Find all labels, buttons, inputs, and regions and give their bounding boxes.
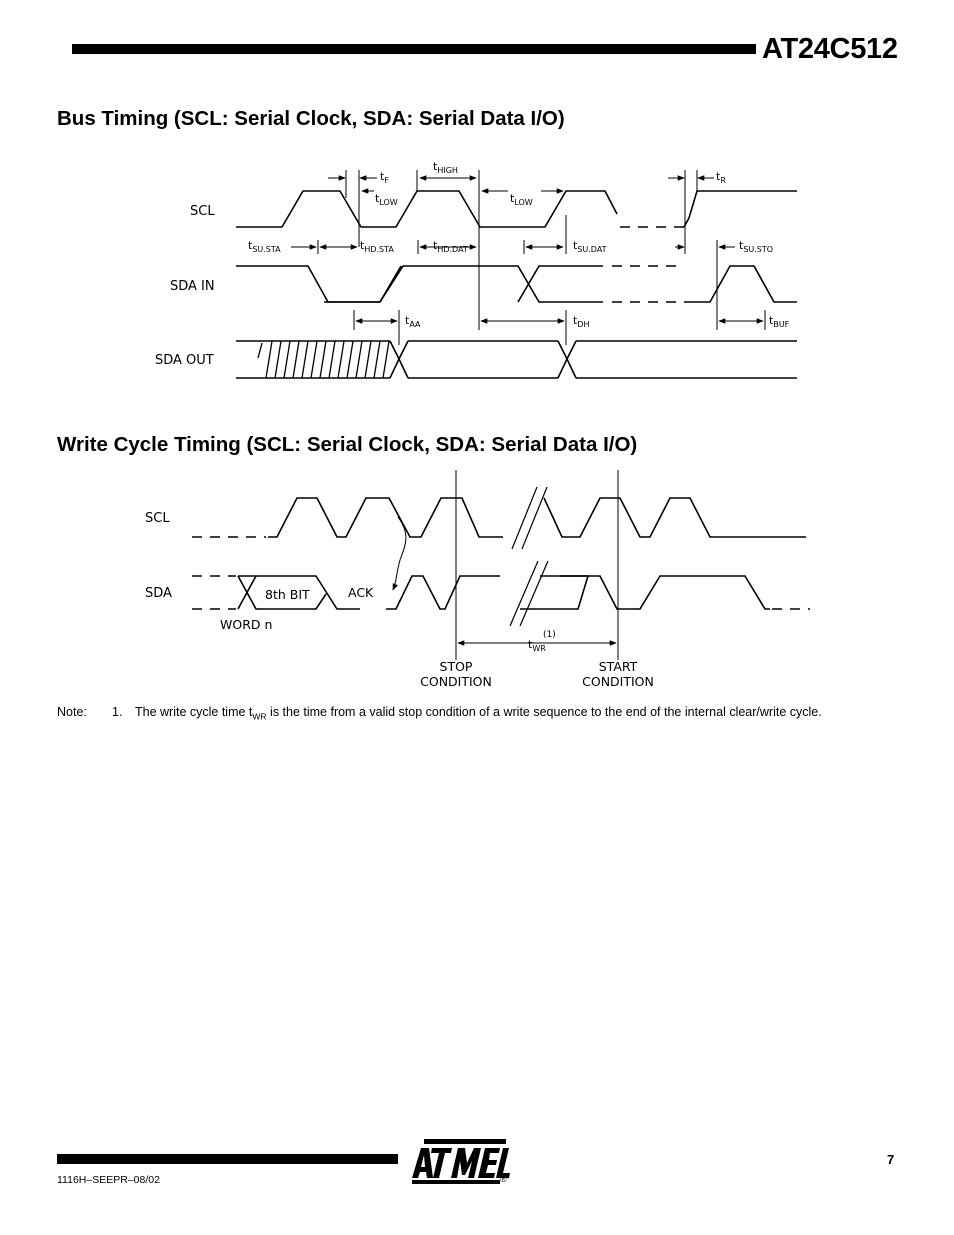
scl-waveform-end [684, 191, 797, 227]
param-tsu-sta: $t_{SU.STA}$ [248, 239, 281, 254]
sda-in-rise [518, 266, 603, 302]
param-thd-sta: $t_{HD.STA}$ [360, 239, 394, 254]
bus-timing-heading: Bus Timing (SCL: Serial Clock, SDA: Serial Data I/O) [57, 107, 565, 130]
bus-sda-out-label: SDA OUT [155, 353, 214, 368]
param-tlow-1: $t_{LOW}$ [375, 192, 398, 207]
note-number: 1. [112, 705, 123, 719]
page-number: 7 [887, 1152, 895, 1167]
wc-sda-label: SDA [145, 586, 172, 601]
param-tsu-dat: $t_{SU.DAT}$ [573, 239, 607, 254]
part-number-title: AT24C512 [762, 33, 898, 65]
param-tdh: $t_{DH}$ [573, 314, 590, 329]
wc-scl-label: SCL [145, 511, 170, 526]
write-cycle-diagram [0, 465, 954, 690]
eighth-bit-label: 8th BIT [265, 587, 310, 602]
param-thigh: $t_{HIGH}$ [433, 160, 458, 175]
param-taa: $t_{AA}$ [405, 314, 421, 329]
stop-condition-label-2: CONDITION [420, 674, 492, 689]
sda-in-low2 [324, 266, 401, 302]
twr-label: $t_{WR}$ [528, 638, 546, 653]
word-n-label: WORD n [220, 617, 273, 632]
sda-in-low [380, 266, 603, 302]
start-condition-label-1: START [598, 659, 638, 674]
param-tbuf: $t_{BUF}$ [769, 314, 790, 329]
param-tr: $t_R$ [716, 170, 726, 185]
atmel-logo [410, 1136, 510, 1186]
twr-footnote-ref: (1) [543, 630, 556, 640]
start-condition-label-2: CONDITION [582, 674, 654, 689]
param-tsu-sto: $t_{SU.STO}$ [739, 239, 774, 254]
footer-rule [57, 1154, 398, 1164]
sda-in-stop [684, 266, 797, 302]
param-tf: $t_F$ [380, 170, 389, 185]
write-cycle-heading: Write Cycle Timing (SCL: Serial Clock, SDA: Serial Data I/O) [57, 433, 638, 456]
wc-sda-ack [386, 576, 500, 609]
wc-scl-waveform-2 [544, 498, 806, 537]
stop-condition-label-1: STOP [439, 659, 473, 674]
param-tlow-2: $t_{LOW}$ [510, 192, 533, 207]
note-text: The write cycle time $t_{WR}$ is the time from a valid stop condition of a write sequence to the end of the internal clear/write cycle. [135, 705, 822, 722]
document-code: 1116H–SEEPR–08/02 [57, 1174, 160, 1186]
registered-mark: ® [500, 1174, 507, 1184]
wc-scl-waveform [268, 498, 503, 537]
param-thd-dat: $t_{HD.DAT}$ [433, 239, 468, 254]
bus-scl-label: SCL [190, 204, 215, 219]
ack-label: ACK [348, 585, 374, 600]
note-label: Note: [57, 705, 87, 719]
sda-in-high [236, 266, 380, 302]
sda-out-hatch [258, 341, 389, 378]
bus-sda-in-label: SDA IN [170, 279, 215, 294]
scl-waveform [236, 191, 617, 227]
header-rule [72, 44, 756, 54]
bus-timing-diagram [0, 160, 954, 390]
